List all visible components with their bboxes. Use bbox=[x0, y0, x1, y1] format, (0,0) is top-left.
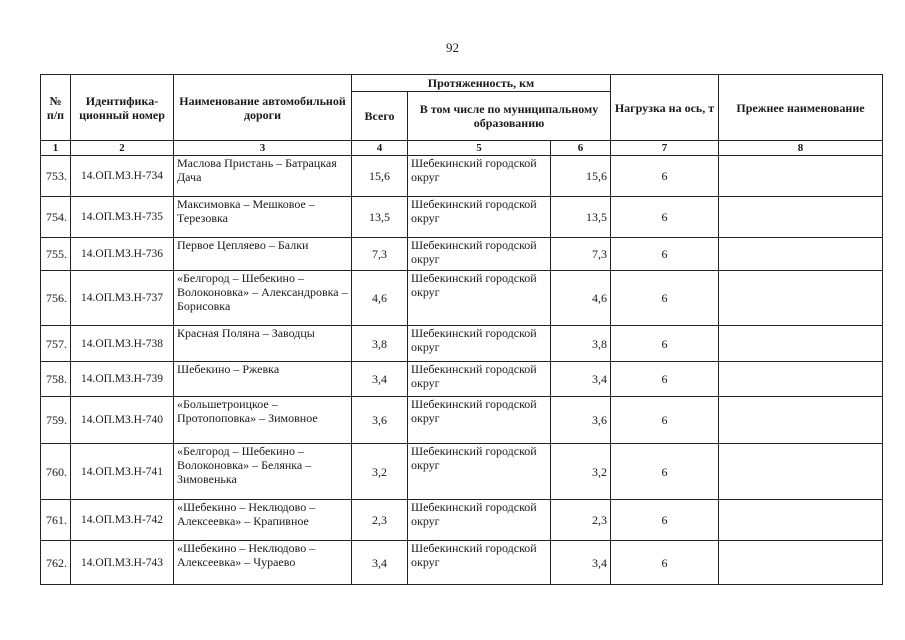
row-municipality: Шебекинский городской округ bbox=[408, 326, 551, 362]
row-identifier: 14.ОП.МЗ.Н-743 bbox=[71, 541, 174, 585]
row-length-total: 3,2 bbox=[352, 444, 408, 500]
table-row bbox=[41, 326, 883, 362]
row-previous-name bbox=[719, 271, 883, 326]
row-municipality-length: 13,5 bbox=[551, 197, 611, 238]
row-previous-name bbox=[719, 362, 883, 397]
header-load: Нагрузка на ось, т bbox=[611, 75, 719, 141]
row-identifier: 14.ОП.МЗ.Н-740 bbox=[71, 397, 174, 444]
row-identifier: 14.ОП.МЗ.Н-739 bbox=[71, 362, 174, 397]
row-municipality: Шебекинский городской округ bbox=[408, 238, 551, 271]
row-municipality-length: 2,3 bbox=[551, 500, 611, 541]
column-number: 5 bbox=[408, 141, 551, 156]
row-previous-name bbox=[719, 444, 883, 500]
row-road-name: «Большетроицкое – Протопоповка» – Зимовное bbox=[174, 397, 352, 444]
row-axle-load: 6 bbox=[611, 397, 719, 444]
row-length-total: 4,6 bbox=[352, 271, 408, 326]
row-axle-load: 6 bbox=[611, 500, 719, 541]
row-axle-load: 6 bbox=[611, 156, 719, 197]
row-road-name: «Белгород – Шебекино – Волоконовка» – Белянка – Зимовенька bbox=[174, 444, 352, 500]
column-number: 7 bbox=[611, 141, 719, 156]
row-identifier: 14.ОП.МЗ.Н-738 bbox=[71, 326, 174, 362]
row-length-total: 3,4 bbox=[352, 362, 408, 397]
table-row bbox=[41, 197, 883, 238]
row-number: 756. bbox=[41, 271, 71, 326]
header-prev-name: Прежнее наименование bbox=[719, 75, 883, 141]
table-row bbox=[41, 500, 883, 541]
row-previous-name bbox=[719, 397, 883, 444]
row-road-name: «Белгород – Шебекино – Волоконовка» – Александровка – Борисовка bbox=[174, 271, 352, 326]
row-road-name: Маслова Пристань – Батрацкая Дача bbox=[174, 156, 352, 197]
row-number: 759. bbox=[41, 397, 71, 444]
header-total: Всего bbox=[352, 92, 408, 141]
row-municipality-length: 7,3 bbox=[551, 238, 611, 271]
table-header bbox=[41, 75, 883, 156]
row-number: 760. bbox=[41, 444, 71, 500]
row-previous-name bbox=[719, 156, 883, 197]
row-municipality: Шебекинский городской округ bbox=[408, 362, 551, 397]
row-previous-name bbox=[719, 238, 883, 271]
row-municipality: Шебекинский городской округ bbox=[408, 500, 551, 541]
column-number-row bbox=[41, 141, 883, 156]
row-identifier: 14.ОП.МЗ.Н-736 bbox=[71, 238, 174, 271]
row-previous-name bbox=[719, 541, 883, 585]
row-length-total: 13,5 bbox=[352, 197, 408, 238]
column-number: 1 bbox=[41, 141, 71, 156]
row-road-name: Шебекино – Ржевка bbox=[174, 362, 352, 397]
row-previous-name bbox=[719, 326, 883, 362]
column-number: 2 bbox=[71, 141, 174, 156]
row-number: 761. bbox=[41, 500, 71, 541]
column-number: 3 bbox=[174, 141, 352, 156]
row-road-name: «Шебекино – Неклюдово – Алексеевка» – Чураево bbox=[174, 541, 352, 585]
table-row bbox=[41, 238, 883, 271]
row-length-total: 15,6 bbox=[352, 156, 408, 197]
row-municipality-length: 3,2 bbox=[551, 444, 611, 500]
table-body bbox=[41, 156, 883, 585]
row-axle-load: 6 bbox=[611, 197, 719, 238]
row-length-total: 7,3 bbox=[352, 238, 408, 271]
header-num: № п/п bbox=[41, 75, 71, 141]
roads-table bbox=[40, 74, 883, 585]
row-municipality-length: 3,8 bbox=[551, 326, 611, 362]
row-municipality-length: 3,4 bbox=[551, 541, 611, 585]
column-number: 4 bbox=[352, 141, 408, 156]
row-axle-load: 6 bbox=[611, 326, 719, 362]
table-row bbox=[41, 156, 883, 197]
column-number: 6 bbox=[551, 141, 611, 156]
table-row bbox=[41, 271, 883, 326]
row-municipality-length: 3,4 bbox=[551, 362, 611, 397]
row-identifier: 14.ОП.МЗ.Н-741 bbox=[71, 444, 174, 500]
row-municipality: Шебекинский городской округ bbox=[408, 271, 551, 326]
row-identifier: 14.ОП.МЗ.Н-735 bbox=[71, 197, 174, 238]
row-municipality: Шебекинский городской округ bbox=[408, 197, 551, 238]
column-number: 8 bbox=[719, 141, 883, 156]
row-number: 762. bbox=[41, 541, 71, 585]
row-road-name: Красная Поляна – Заводцы bbox=[174, 326, 352, 362]
header-id: Идентифика-ционный номер bbox=[71, 75, 174, 141]
row-municipality-length: 15,6 bbox=[551, 156, 611, 197]
table-row bbox=[41, 444, 883, 500]
header-including: В том числе по муниципальному образованию bbox=[408, 92, 611, 141]
row-road-name: «Шебекино – Неклюдово – Алексеевка» – Крапивное bbox=[174, 500, 352, 541]
header-name: Наименование автомобильной дороги bbox=[174, 75, 352, 141]
row-municipality-length: 3,6 bbox=[551, 397, 611, 444]
row-municipality: Шебекинский городской округ bbox=[408, 541, 551, 585]
page-number: 92 bbox=[446, 40, 459, 55]
row-axle-load: 6 bbox=[611, 238, 719, 271]
row-number: 754. bbox=[41, 197, 71, 238]
row-identifier: 14.ОП.МЗ.Н-734 bbox=[71, 156, 174, 197]
row-axle-load: 6 bbox=[611, 362, 719, 397]
row-length-total: 2,3 bbox=[352, 500, 408, 541]
row-road-name: Первое Цепляево – Балки bbox=[174, 238, 352, 271]
row-axle-load: 6 bbox=[611, 541, 719, 585]
row-number: 755. bbox=[41, 238, 71, 271]
row-municipality: Шебекинский городской округ bbox=[408, 397, 551, 444]
table-row bbox=[41, 397, 883, 444]
row-municipality: Шебекинский городской округ bbox=[408, 444, 551, 500]
row-length-total: 3,4 bbox=[352, 541, 408, 585]
header-length-group: Протяженность, км bbox=[352, 75, 611, 92]
row-identifier: 14.ОП.МЗ.Н-742 bbox=[71, 500, 174, 541]
table-row bbox=[41, 362, 883, 397]
row-previous-name bbox=[719, 197, 883, 238]
row-municipality-length: 4,6 bbox=[551, 271, 611, 326]
row-axle-load: 6 bbox=[611, 444, 719, 500]
row-axle-load: 6 bbox=[611, 271, 719, 326]
row-previous-name bbox=[719, 500, 883, 541]
row-identifier: 14.ОП.МЗ.Н-737 bbox=[71, 271, 174, 326]
table-row bbox=[41, 541, 883, 585]
row-number: 753. bbox=[41, 156, 71, 197]
row-number: 757. bbox=[41, 326, 71, 362]
row-number: 758. bbox=[41, 362, 71, 397]
row-municipality: Шебекинский городской округ bbox=[408, 156, 551, 197]
row-length-total: 3,8 bbox=[352, 326, 408, 362]
row-road-name: Максимовка – Мешковое – Терезовка bbox=[174, 197, 352, 238]
row-length-total: 3,6 bbox=[352, 397, 408, 444]
